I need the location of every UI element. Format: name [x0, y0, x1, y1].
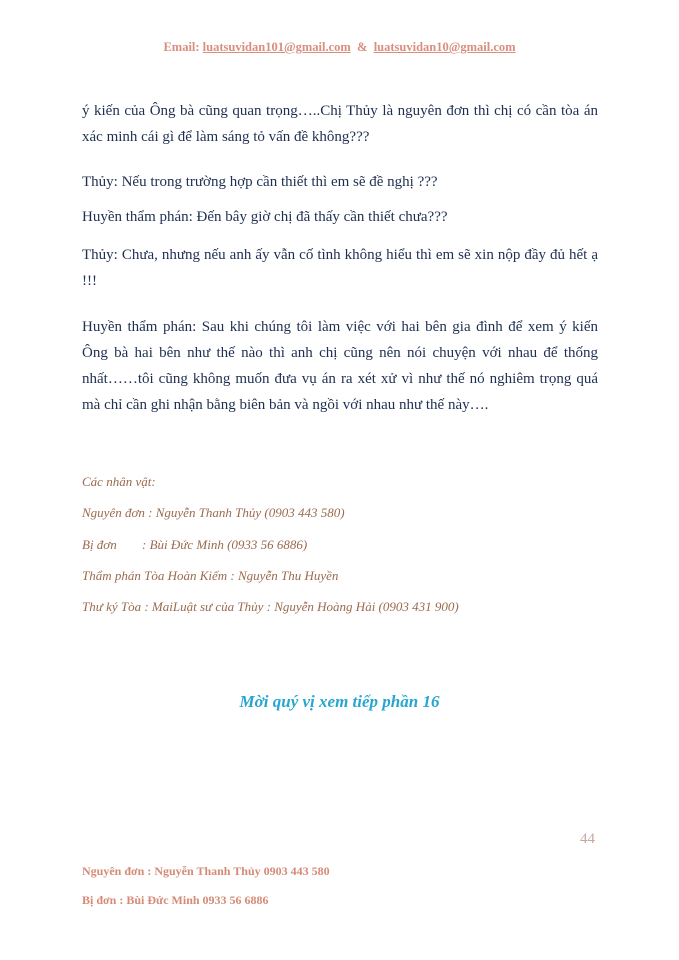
- character-clerk: Thư ký Tòa : MaiLuật sư của Thủy : Nguyễn Hoàng Hải (0903 431 900): [82, 599, 459, 614]
- email-link-2[interactable]: luatsuvidan10@gmail.com: [373, 40, 516, 54]
- page-number: 44: [580, 831, 595, 847]
- footer-plaintiff: Nguyên đơn : Nguyễn Thanh Thủy 0903 443 580: [82, 864, 330, 878]
- paragraph-5: Huyền thẩm phán: Sau khi chúng tôi làm việc với hai bên gia đình để xem ý kiến Ông bà hai bên như thế nào thì anh chị cũng nên nói chuyện với nhau để thống nhất……tôi cũng không muốn đưa vụ án ra xét xử vì như thế nó nghiêm trọng quá mà chỉ cần ghi nhận bằng biên bản và ngồi với nhau như thế này….: [82, 319, 598, 413]
- footer-defendant: Bị đơn : Bùi Đức Minh 0933 56 6886: [82, 893, 269, 907]
- paragraph-1: ý kiến của Ông bà cũng quan trọng…..Chị Thủy là nguyên đơn thì chị có cần tòa án xác minh cái gì để làm sáng tỏ vấn đề không???: [82, 103, 598, 145]
- characters-heading: Các nhân vật:: [82, 474, 156, 489]
- email-link-1[interactable]: luatsuvidan101@gmail.com: [202, 40, 351, 54]
- character-judge: Thẩm phán Tòa Hoàn Kiếm : Nguyễn Thu Huyền: [82, 568, 339, 583]
- character-defendant: [82, 537, 307, 553]
- email-separator: &: [350, 40, 374, 54]
- continue-reading-note: Mời quý vị xem tiếp phần 16: [239, 692, 440, 711]
- paragraph-2: Thủy: Nếu trong trường hợp cần thiết thì em sẽ đề nghị ???: [82, 174, 438, 190]
- paragraph-3: Huyền thẩm phán: Đến bây giờ chị đã thấy cần thiết chưa???: [82, 209, 448, 225]
- email-prefix: Email:: [163, 40, 203, 54]
- defendant-value: : Bùi Đức Minh (0933 56 6886): [142, 537, 308, 552]
- character-plaintiff: Nguyên đơn : Nguyễn Thanh Thủy (0903 443 580): [82, 505, 345, 520]
- page-header: [0, 40, 679, 55]
- paragraph-4: Thủy: Chưa, nhưng nếu anh ấy vẫn cố tình không hiểu thì em sẽ xin nộp đầy đủ hết ạ !!!: [82, 247, 598, 289]
- defendant-label: Bị đơn: [82, 537, 117, 552]
